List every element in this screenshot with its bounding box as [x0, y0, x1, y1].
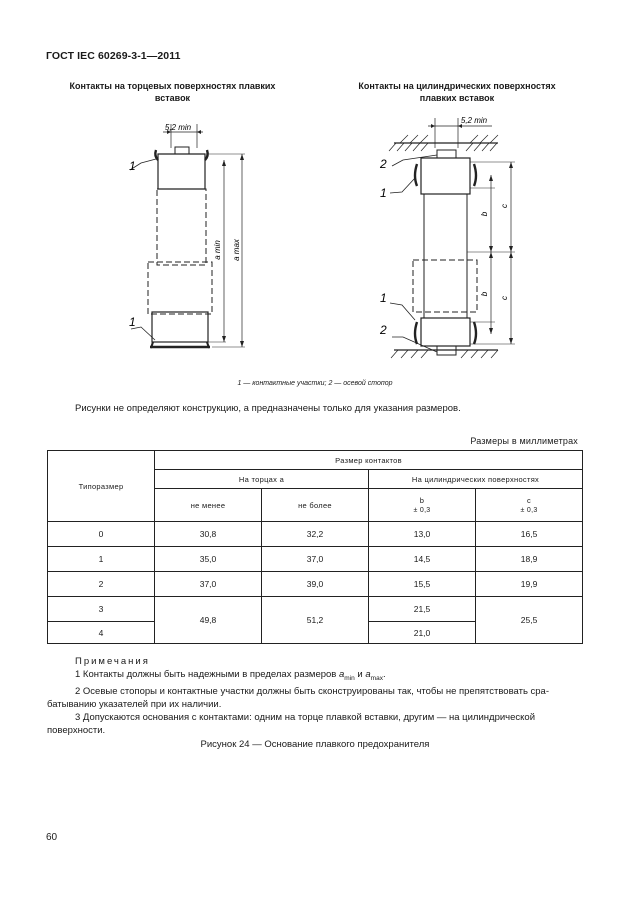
notes-heading: Примечания	[75, 656, 150, 667]
right-caption-line2: плавких вставок	[419, 93, 495, 103]
note-1-a-min: a	[339, 669, 345, 680]
b-label-bottom: b	[480, 291, 489, 297]
cell-type: 2	[48, 572, 155, 597]
cell-b: 21,0	[369, 622, 476, 644]
left-caption-line1: Контакты на торцевых поверхностях плавких	[69, 81, 276, 91]
note-1-a-max: a	[365, 669, 371, 680]
col-header-c	[476, 489, 583, 522]
figure-notice: Рисунки не определяют конструкцию, а предназначены только для указания размеров.	[75, 403, 461, 414]
right-dim-min-label: 5,2 min	[460, 116, 488, 125]
cell-b: 15,5	[369, 572, 476, 597]
b-label-top: b	[480, 211, 489, 217]
cell-a-min: 37,0	[155, 572, 262, 597]
a-min-label: a min	[213, 240, 222, 260]
right-marker-2-bottom: 2	[380, 323, 387, 337]
cell-b: 13,0	[369, 522, 476, 547]
standard-header: ГОСТ IEC 60269-3-1—2011	[46, 50, 181, 62]
cell-a-max: 32,2	[262, 522, 369, 547]
left-marker-1-bottom: 1	[129, 315, 136, 329]
note-3-line2: поверхности.	[47, 724, 106, 736]
col-header-type: Типоразмер	[48, 451, 155, 522]
note-1-and: и	[354, 669, 366, 680]
col-header-max: не более	[262, 489, 369, 522]
cell-c: 25,5	[476, 597, 583, 644]
right-marker-1-top: 1	[380, 186, 387, 200]
units-label: Размеры в миллиметрах	[470, 436, 578, 446]
left-dim-min-label: 5,2 min	[164, 123, 192, 132]
figure-caption: Рисунок 24 — Основание плавкого предохранителя	[200, 739, 430, 750]
cell-a-max: 37,0	[262, 547, 369, 572]
end-contacts-drawing	[115, 115, 270, 370]
table-row	[48, 522, 583, 547]
cell-a-max: 51,2	[262, 597, 369, 644]
cell-type: 4	[48, 622, 155, 644]
col-b-tolerance: ± 0,3	[413, 507, 431, 514]
note-1-sub-min: min	[344, 674, 355, 682]
cell-c: 18,9	[476, 547, 583, 572]
c-label-bottom: c	[500, 296, 509, 300]
a-max-label: a max	[232, 239, 241, 261]
note-1-text: 1 Контакты должны быть надежными в пределах размеров	[75, 669, 339, 680]
cell-a-min: 35,0	[155, 547, 262, 572]
contact-sizes-table	[47, 450, 583, 644]
col-header-min: не менее	[155, 489, 262, 522]
right-figure-caption	[332, 80, 582, 104]
cell-a-min: 30,8	[155, 522, 262, 547]
cell-a-max: 39,0	[262, 572, 369, 597]
cell-type: 1	[48, 547, 155, 572]
col-c-tolerance: ± 0,3	[520, 507, 538, 514]
note-1-end: .	[382, 669, 386, 680]
notes-block	[47, 655, 584, 737]
note-1-sub-max: max	[370, 674, 383, 682]
cell-b: 21,5	[369, 597, 476, 622]
c-label-top: c	[500, 204, 509, 208]
right-marker-1-bottom: 1	[380, 291, 387, 305]
left-figure-caption	[50, 80, 295, 104]
col-header-end: На торцах a	[155, 470, 369, 489]
note-2-line2: батыванию указателей при их наличии.	[47, 698, 222, 710]
table-row	[48, 572, 583, 597]
note-3-line1: 3 Допускаются основания с контактами: одним на торце плавкой вставки, другим — на цилиндрической	[75, 711, 535, 723]
page-number: 60	[46, 832, 58, 843]
col-header-cyl: На цилиндрических поверхностях	[369, 470, 583, 489]
figure-legend: 1 — контактные участки; 2 — осевой стопор	[237, 380, 393, 387]
left-marker-1-top: 1	[129, 159, 136, 173]
cell-a-min: 49,8	[155, 597, 262, 644]
col-b-symbol: b	[419, 496, 425, 505]
right-caption-line1: Контакты на цилиндрических поверхностях	[358, 81, 556, 91]
col-header-b	[369, 489, 476, 522]
table-row	[48, 547, 583, 572]
cell-type: 3	[48, 597, 155, 622]
note-2-line1: 2 Осевые стопоры и контактные участки должны быть сконструированы так, чтобы не препятствовать сра-	[75, 685, 550, 697]
cell-c: 16,5	[476, 522, 583, 547]
cell-c: 19,9	[476, 572, 583, 597]
col-header-size: Размер контактов	[155, 451, 583, 470]
table-row	[48, 597, 583, 622]
left-caption-line2: вставок	[154, 93, 191, 103]
right-marker-2-top: 2	[380, 157, 387, 171]
note-1	[47, 668, 584, 685]
cylinder-contacts-drawing	[370, 110, 520, 372]
cell-b: 14,5	[369, 547, 476, 572]
col-c-symbol: c	[526, 496, 532, 505]
cell-type: 0	[48, 522, 155, 547]
